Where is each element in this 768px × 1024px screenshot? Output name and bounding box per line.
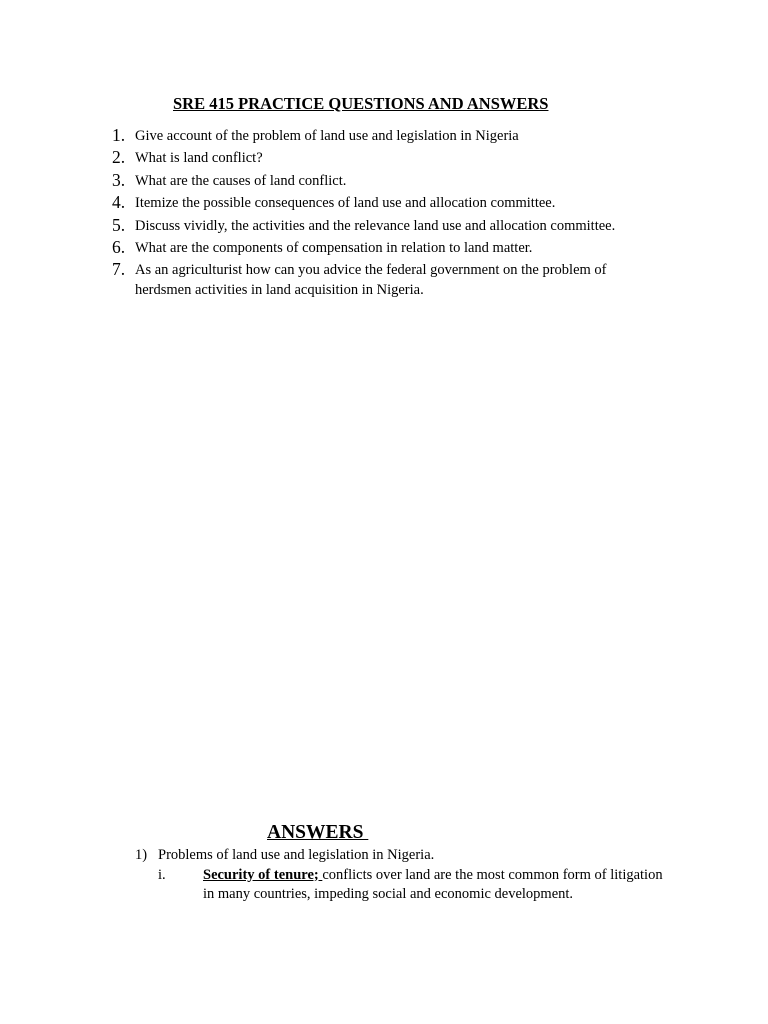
question-item	[104, 148, 664, 168]
question-text: As an agriculturist how can you advice the federal government on the problem of herdsmen activities in land acquisition in Nigeria.	[135, 262, 607, 299]
question-text: What is land conflict?	[135, 150, 263, 167]
sub-item-text: conflicts over land are the most common form of litigation in many countries, impeding social and economic development.	[203, 866, 663, 902]
question-number: 3.	[112, 169, 126, 190]
sub-item-body	[203, 866, 675, 905]
questions-list	[104, 126, 664, 300]
sub-item-number: i.	[158, 866, 166, 883]
question-item	[104, 216, 664, 236]
sub-item-term: Security of tenure;	[203, 866, 323, 883]
question-item	[104, 126, 664, 146]
document-title: SRE 415 PRACTICE QUESTIONS AND ANSWERS	[173, 94, 549, 113]
question-item	[104, 193, 664, 213]
answer-block	[135, 846, 675, 905]
question-text: Itemize the possible consequences of land use and allocation committee.	[135, 195, 556, 212]
question-item	[104, 260, 664, 300]
question-text: Discuss vividly, the activities and the relevance land use and allocation committee.	[135, 217, 616, 234]
answers-heading: ANSWERS	[267, 822, 369, 843]
question-text: What are the components of compensation in relation to land matter.	[135, 239, 533, 256]
question-text: Give account of the problem of land use and legislation in Nigeria	[135, 128, 519, 144]
question-text: What are the causes of land conflict.	[135, 172, 347, 189]
question-item	[104, 171, 664, 191]
answer-sub-item	[158, 866, 675, 905]
answer-item	[135, 846, 675, 866]
question-number: 4.	[112, 192, 126, 213]
question-number: 7.	[112, 259, 126, 280]
answer-number: 1)	[135, 847, 148, 863]
question-item	[104, 238, 664, 258]
question-number: 1.	[112, 125, 126, 145]
question-number: 5.	[112, 214, 126, 235]
question-number: 2.	[112, 147, 126, 168]
answer-text: Problems of land use and legislation in Nigeria.	[158, 847, 435, 863]
question-number: 6.	[112, 236, 126, 257]
